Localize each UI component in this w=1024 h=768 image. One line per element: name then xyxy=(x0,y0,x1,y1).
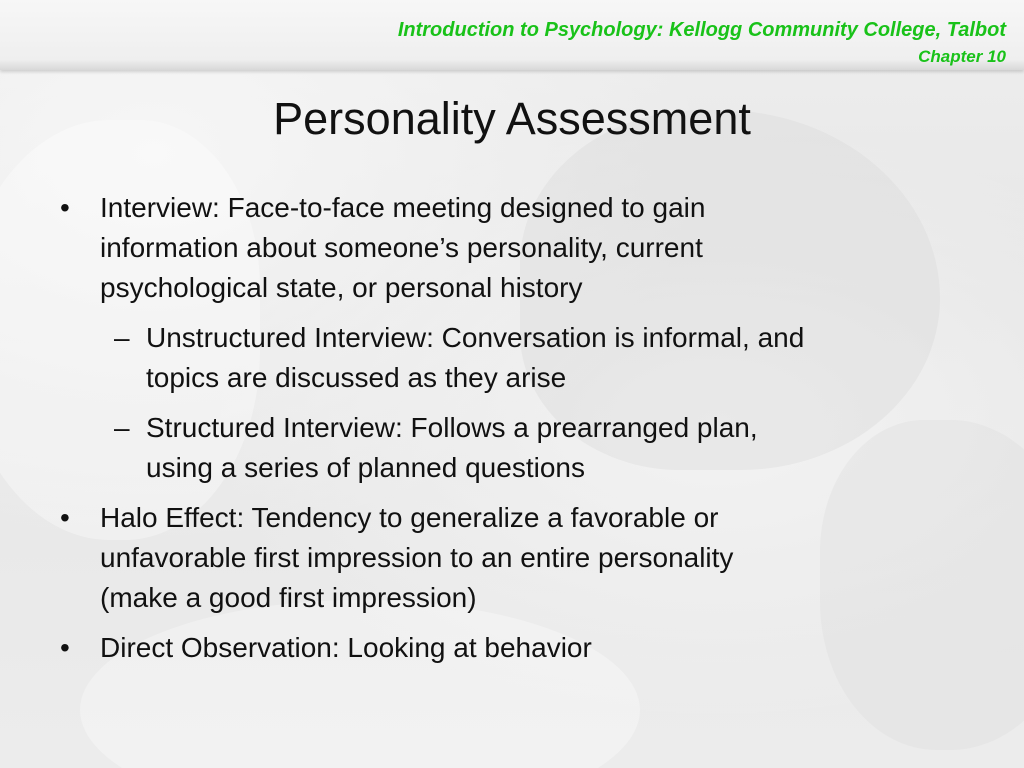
bullet-line: Halo Effect: Tendency to generalize a favorable or xyxy=(100,502,719,533)
chapter-label: Chapter 10 xyxy=(918,47,1006,66)
bullet-text xyxy=(100,498,880,618)
bullet-text xyxy=(100,188,880,308)
bullet-marker: • xyxy=(60,192,70,223)
slide-title: Personality Assessment xyxy=(273,93,751,144)
bullet-line: Direct Observation: Looking at behavior xyxy=(100,632,592,663)
sub-bullet-text xyxy=(146,408,966,488)
sub-bullet-text xyxy=(146,318,966,398)
bullet-marker: • xyxy=(60,502,70,533)
bullet-text xyxy=(100,628,880,668)
bullet-marker: • xyxy=(60,632,70,663)
bullet-line: unfavorable first impression to an entire personality xyxy=(100,542,734,573)
bullet-line: topics are discussed as they arise xyxy=(146,362,567,393)
bullet-line: using a series of planned questions xyxy=(146,452,585,483)
bullet-line: Interview: Face-to-face meeting designed to gain xyxy=(100,192,706,223)
bullet-line: Unstructured Interview: Conversation is informal, and xyxy=(146,322,805,353)
dash-marker: – xyxy=(114,322,130,353)
bullet-line: (make a good first impression) xyxy=(100,582,477,613)
bullet-line: information about someone’s personality, current xyxy=(100,232,703,263)
bullet-line: psychological state, or personal history xyxy=(100,272,583,303)
slide-header xyxy=(0,0,1024,70)
dash-marker: – xyxy=(114,412,130,443)
bullet-line: Structured Interview: Follows a prearranged plan, xyxy=(146,412,758,443)
course-title: Introduction to Psychology: Kellogg Community College, Talbot xyxy=(397,19,1006,41)
background-shape xyxy=(80,600,640,768)
